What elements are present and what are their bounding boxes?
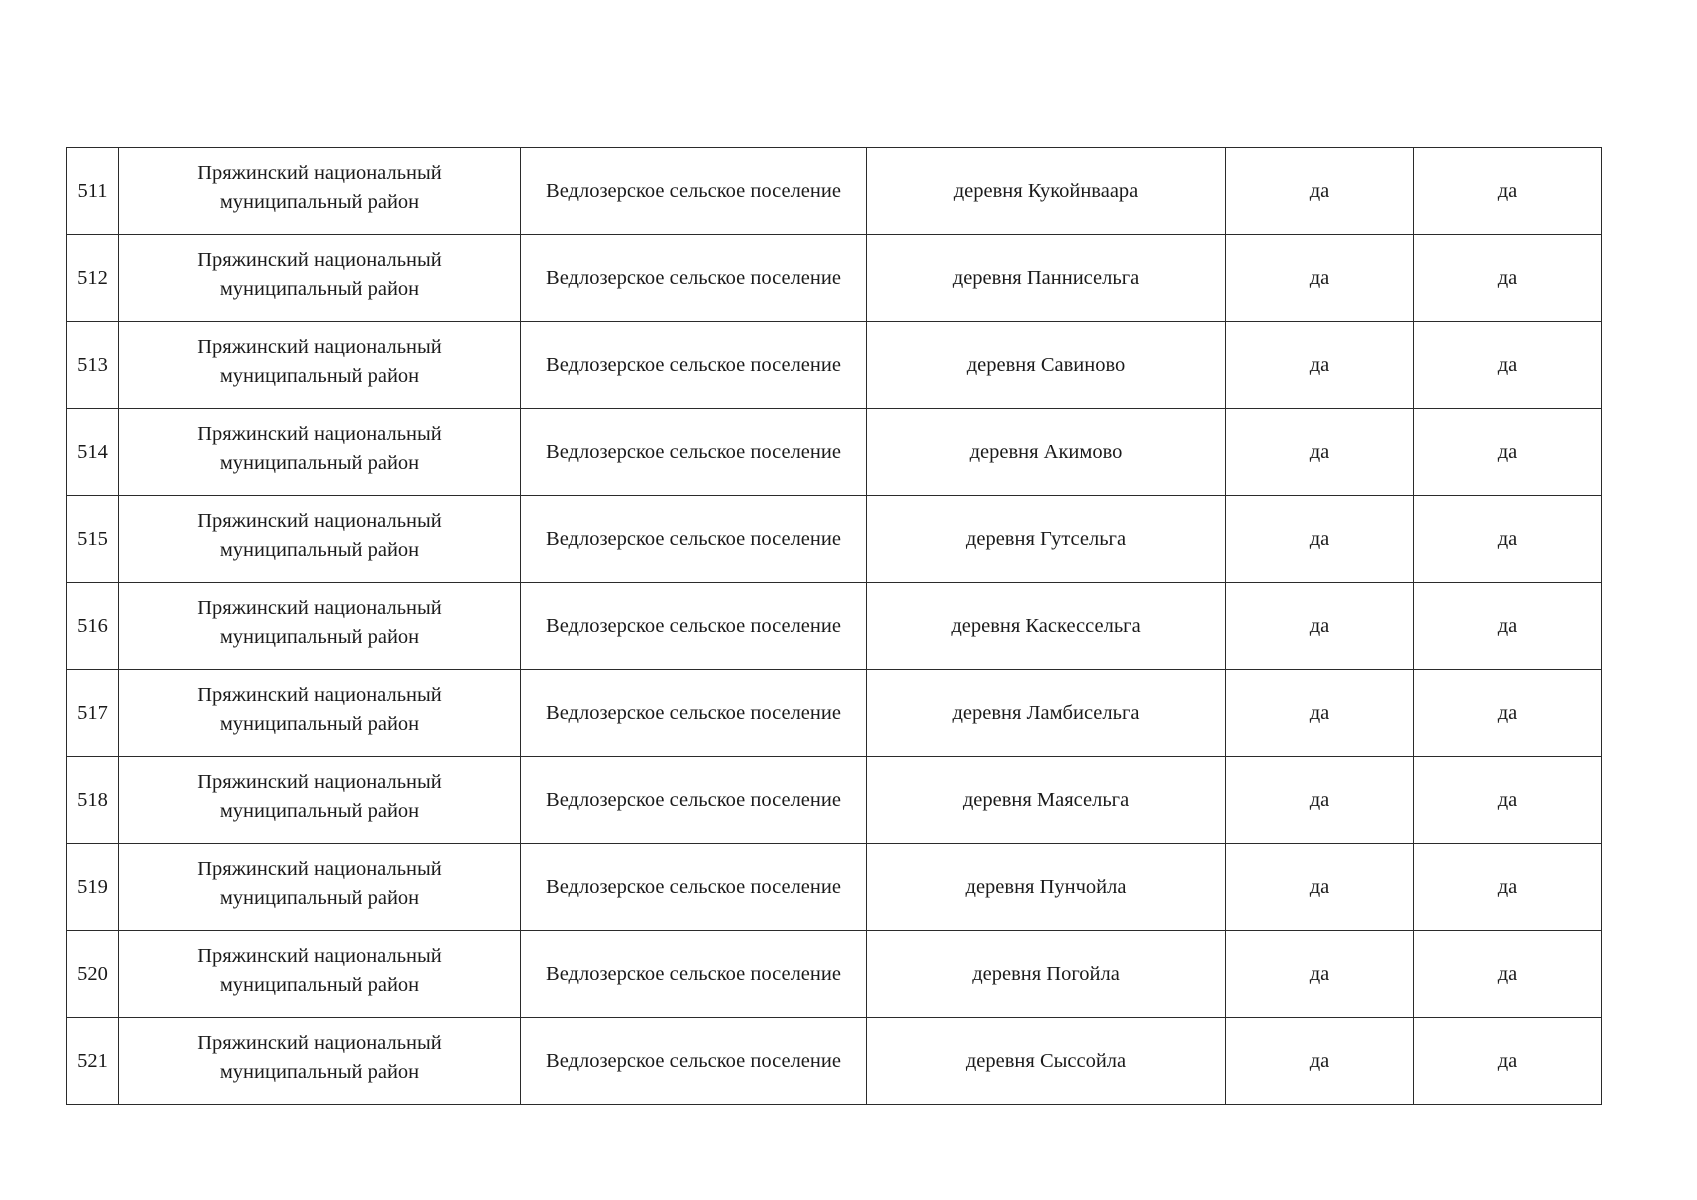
district-line-2: муниципальный район [219,278,420,300]
table-row [67,496,1602,583]
settlement-cell: Ведлозерское сельское поселение [521,844,867,931]
flag-cell-2: да [1414,496,1602,583]
table-row [67,670,1602,757]
village-cell: деревня Гутсельга [867,496,1226,583]
settlement-cell: Ведлозерское сельское поселение [521,235,867,322]
district-cell [119,409,521,496]
district-line-1: Пряжинский национальный [197,771,442,793]
village-cell: деревня Ламбисельга [867,670,1226,757]
village-cell: деревня Пунчойла [867,844,1226,931]
table-row [67,931,1602,1018]
flag-cell-1: да [1226,148,1414,235]
row-number: 512 [67,235,119,322]
settlement-cell: Ведлозерское сельское поселение [521,322,867,409]
district-cell [119,931,521,1018]
settlement-cell: Ведлозерское сельское поселение [521,757,867,844]
district-line-1: Пряжинский национальный [197,684,442,706]
district-line-1: Пряжинский национальный [197,423,442,445]
district-line-2: муниципальный район [219,452,420,474]
district-line-2: муниципальный район [219,626,420,648]
flag-cell-2: да [1414,1018,1602,1105]
district-line-2: муниципальный район [219,974,420,996]
village-cell: деревня Погойла [867,931,1226,1018]
district-line-1: Пряжинский национальный [197,336,442,358]
flag-cell-1: да [1226,409,1414,496]
row-number: 515 [67,496,119,583]
row-number: 518 [67,757,119,844]
flag-cell-1: да [1226,583,1414,670]
district-line-2: муниципальный район [219,713,420,735]
table-row [67,322,1602,409]
village-cell: деревня Кукойнваара [867,148,1226,235]
row-number: 521 [67,1018,119,1105]
settlement-cell: Ведлозерское сельское поселение [521,670,867,757]
table-row [67,235,1602,322]
district-line-2: муниципальный район [219,539,420,561]
flag-cell-2: да [1414,670,1602,757]
flag-cell-2: да [1414,931,1602,1018]
settlement-cell: Ведлозерское сельское поселение [521,148,867,235]
district-line-2: муниципальный район [219,1061,420,1083]
district-cell [119,670,521,757]
table-row [67,844,1602,931]
village-cell: деревня Маясельга [867,757,1226,844]
flag-cell-2: да [1414,235,1602,322]
settlements-table [66,147,1602,1105]
flag-cell-1: да [1226,496,1414,583]
district-line-1: Пряжинский национальный [197,597,442,619]
row-number: 511 [67,148,119,235]
flag-cell-2: да [1414,409,1602,496]
district-cell [119,844,521,931]
village-cell: деревня Савиново [867,322,1226,409]
district-cell [119,583,521,670]
settlement-cell: Ведлозерское сельское поселение [521,1018,867,1105]
district-line-2: муниципальный район [219,887,420,909]
district-cell [119,496,521,583]
district-cell [119,148,521,235]
row-number: 520 [67,931,119,1018]
settlement-cell: Ведлозерское сельское поселение [521,931,867,1018]
flag-cell-2: да [1414,583,1602,670]
district-line-1: Пряжинский национальный [197,1032,442,1054]
village-cell: деревня Каскессельга [867,583,1226,670]
district-line-1: Пряжинский национальный [197,249,442,271]
settlement-cell: Ведлозерское сельское поселение [521,583,867,670]
flag-cell-2: да [1414,148,1602,235]
table-body [67,148,1602,1105]
district-cell [119,757,521,844]
village-cell: деревня Сыссойла [867,1018,1226,1105]
table-row [67,1018,1602,1105]
flag-cell-1: да [1226,670,1414,757]
district-line-2: муниципальный район [219,800,420,822]
flag-cell-2: да [1414,757,1602,844]
row-number: 513 [67,322,119,409]
flag-cell-2: да [1414,844,1602,931]
flag-cell-1: да [1226,844,1414,931]
table-row [67,148,1602,235]
district-line-1: Пряжинский национальный [197,510,442,532]
district-cell [119,1018,521,1105]
district-line-2: муниципальный район [219,191,420,213]
flag-cell-1: да [1226,931,1414,1018]
row-number: 514 [67,409,119,496]
row-number: 517 [67,670,119,757]
flag-cell-1: да [1226,757,1414,844]
table-row [67,409,1602,496]
settlement-cell: Ведлозерское сельское поселение [521,496,867,583]
table-row [67,757,1602,844]
table-row [67,583,1602,670]
district-line-1: Пряжинский национальный [197,858,442,880]
district-cell [119,322,521,409]
district-line-2: муниципальный район [219,365,420,387]
flag-cell-1: да [1226,322,1414,409]
district-cell [119,235,521,322]
row-number: 519 [67,844,119,931]
flag-cell-2: да [1414,322,1602,409]
row-number: 516 [67,583,119,670]
district-line-1: Пряжинский национальный [197,945,442,967]
flag-cell-1: да [1226,1018,1414,1105]
settlement-cell: Ведлозерское сельское поселение [521,409,867,496]
flag-cell-1: да [1226,235,1414,322]
district-line-1: Пряжинский национальный [197,162,442,184]
village-cell: деревня Акимово [867,409,1226,496]
village-cell: деревня Паннисельга [867,235,1226,322]
